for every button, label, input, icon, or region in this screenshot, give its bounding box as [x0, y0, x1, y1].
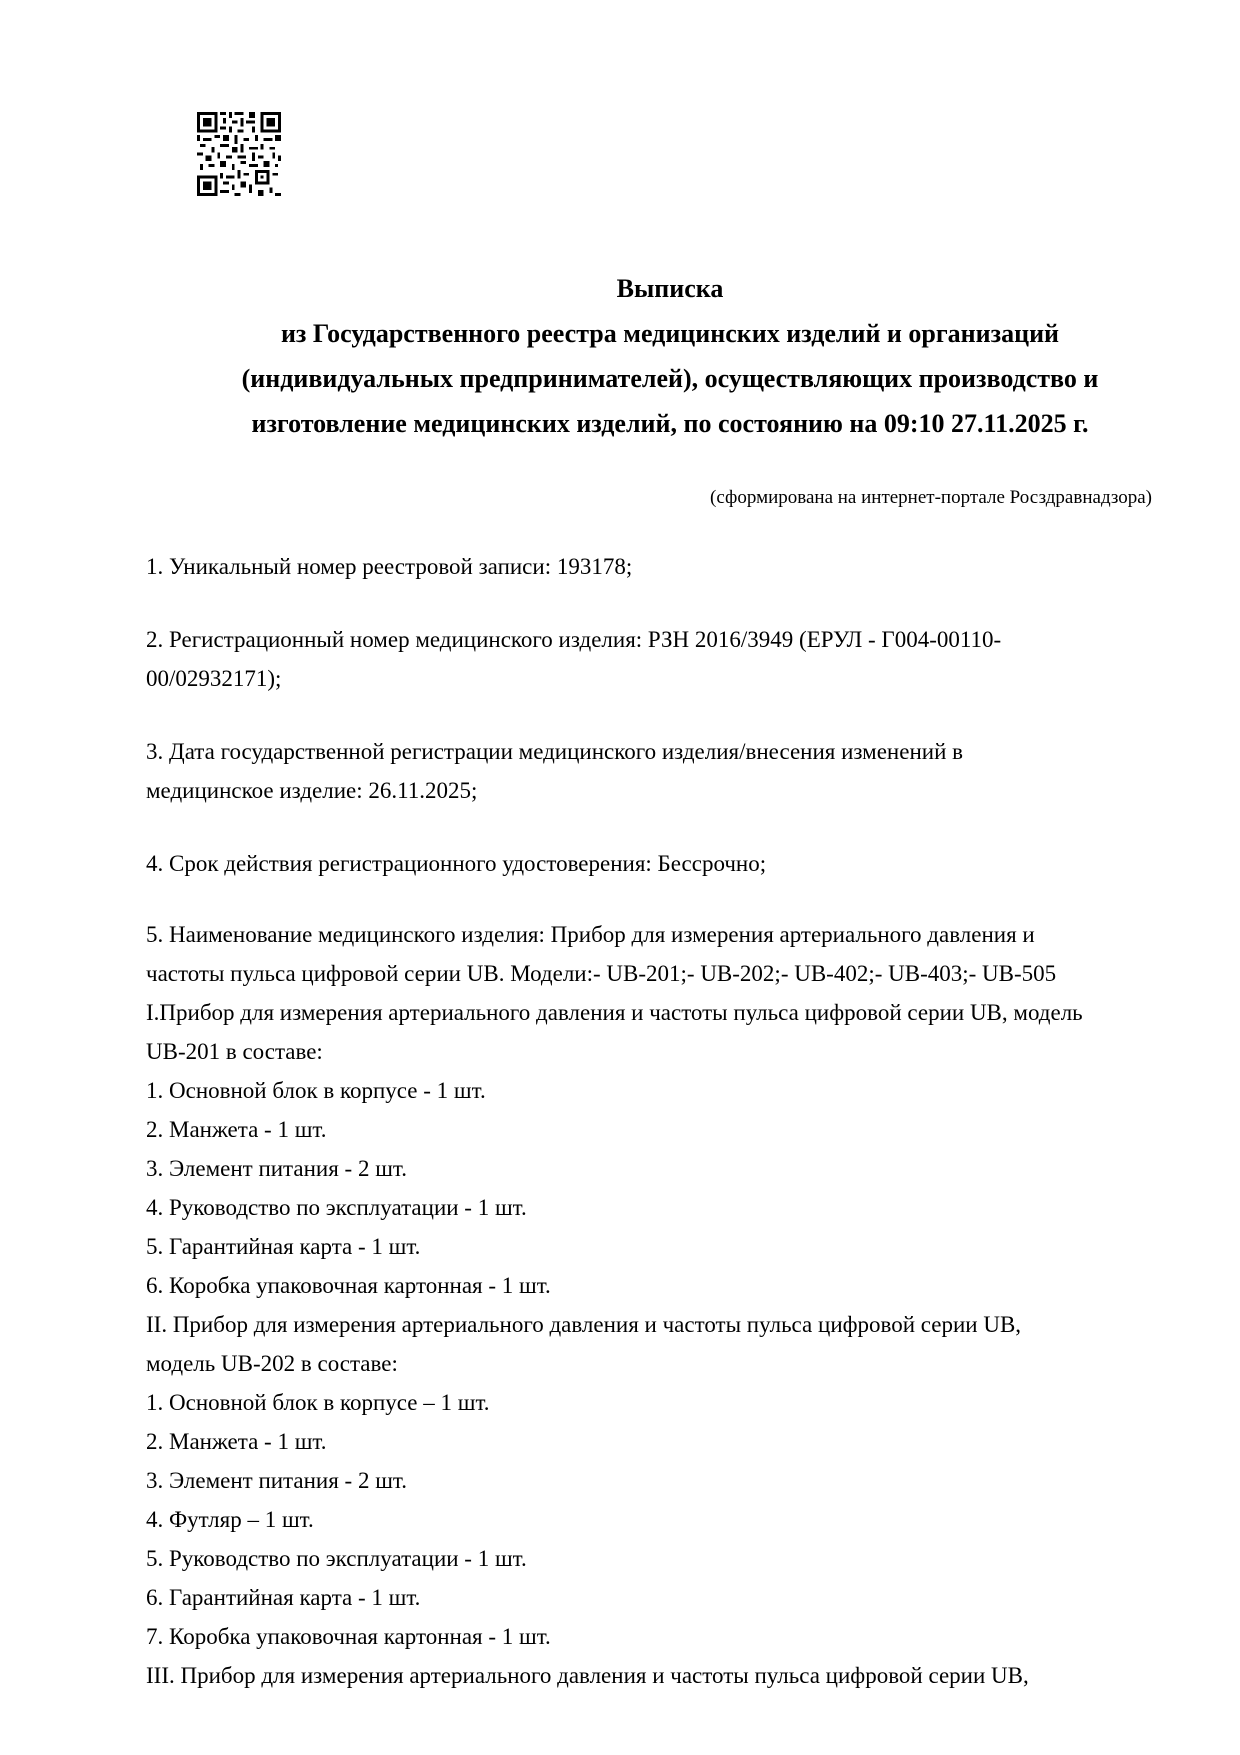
title-line: изготовление медицинских изделий, по состоянию на 09:10 27.11.2025 г.	[251, 409, 1089, 438]
qr-code-icon	[197, 112, 281, 196]
text-line: 2. Манжета - 1 шт.	[146, 1429, 327, 1454]
field-device-name	[146, 915, 1186, 1695]
text-line: 1. Основной блок в корпусе – 1 шт.	[146, 1390, 490, 1415]
text-line: 6. Коробка упаковочная картонная - 1 шт.	[146, 1273, 551, 1298]
text-line: II. Прибор для измерения артериального давления и частоты пульса цифровой серии UB,	[146, 1312, 1022, 1337]
text-line: частоты пульса цифровой серии UB. Модели:- UB-201;- UB-202;- UB-402;- UB-403;- UB-505	[146, 961, 1057, 986]
field-registration-number	[146, 620, 1186, 698]
text-line: 6. Гарантийная карта - 1 шт.	[146, 1585, 421, 1610]
text-line: 5. Руководство по эксплуатации - 1 шт.	[146, 1546, 527, 1571]
document-body	[146, 547, 1186, 1695]
text-line: 3. Элемент питания - 2 шт.	[146, 1468, 407, 1493]
document-subtitle: (сформирована на интернет-портале Росздравнадзора)	[710, 487, 1152, 508]
title-line: Выписка	[616, 274, 724, 303]
text-line: 5. Наименование медицинского изделия: Прибор для измерения артериального давления и	[146, 922, 1035, 947]
text-line: медицинское изделие: 26.11.2025;	[146, 778, 478, 803]
text-line: 3. Элемент питания - 2 шт.	[146, 1156, 407, 1181]
field-registration-date	[146, 732, 1186, 810]
text-line: 00/02932171);	[146, 666, 282, 691]
text-line: UB-201 в составе:	[146, 1039, 323, 1064]
title-line: из Государственного реестра медицинских изделий и организаций	[280, 319, 1060, 348]
text-line: III. Прибор для измерения артериального давления и частоты пульса цифровой серии UB,	[146, 1663, 1029, 1688]
text-line: 2. Манжета - 1 шт.	[146, 1117, 327, 1142]
text-line: модель UB-202 в составе:	[146, 1351, 398, 1376]
text-line: 2. Регистрационный номер медицинского изделия: РЗН 2016/3949 (ЕРУЛ - Г004-00110-	[146, 627, 1002, 652]
text-line: 4. Футляр – 1 шт.	[146, 1507, 314, 1532]
text-line: 3. Дата государственной регистрации медицинского изделия/внесения изменений в	[146, 739, 963, 764]
field-unique-record-number: 1. Уникальный номер реестровой записи: 193178;	[146, 554, 633, 579]
text-line: I.Прибор для измерения артериального давления и частоты пульса цифровой серии UB, модель	[146, 1000, 1083, 1025]
title-line: (индивидуальных предпринимателей), осуществляющих производство и	[241, 364, 1099, 393]
text-line: 7. Коробка упаковочная картонная - 1 шт.	[146, 1624, 551, 1649]
document-title	[140, 266, 1200, 446]
text-line: 5. Гарантийная карта - 1 шт.	[146, 1234, 421, 1259]
text-line: 4. Руководство по эксплуатации - 1 шт.	[146, 1195, 527, 1220]
text-line: 1. Основной блок в корпусе - 1 шт.	[146, 1078, 486, 1103]
field-certificate-validity: 4. Срок действия регистрационного удостоверения: Бессрочно;	[146, 851, 767, 876]
